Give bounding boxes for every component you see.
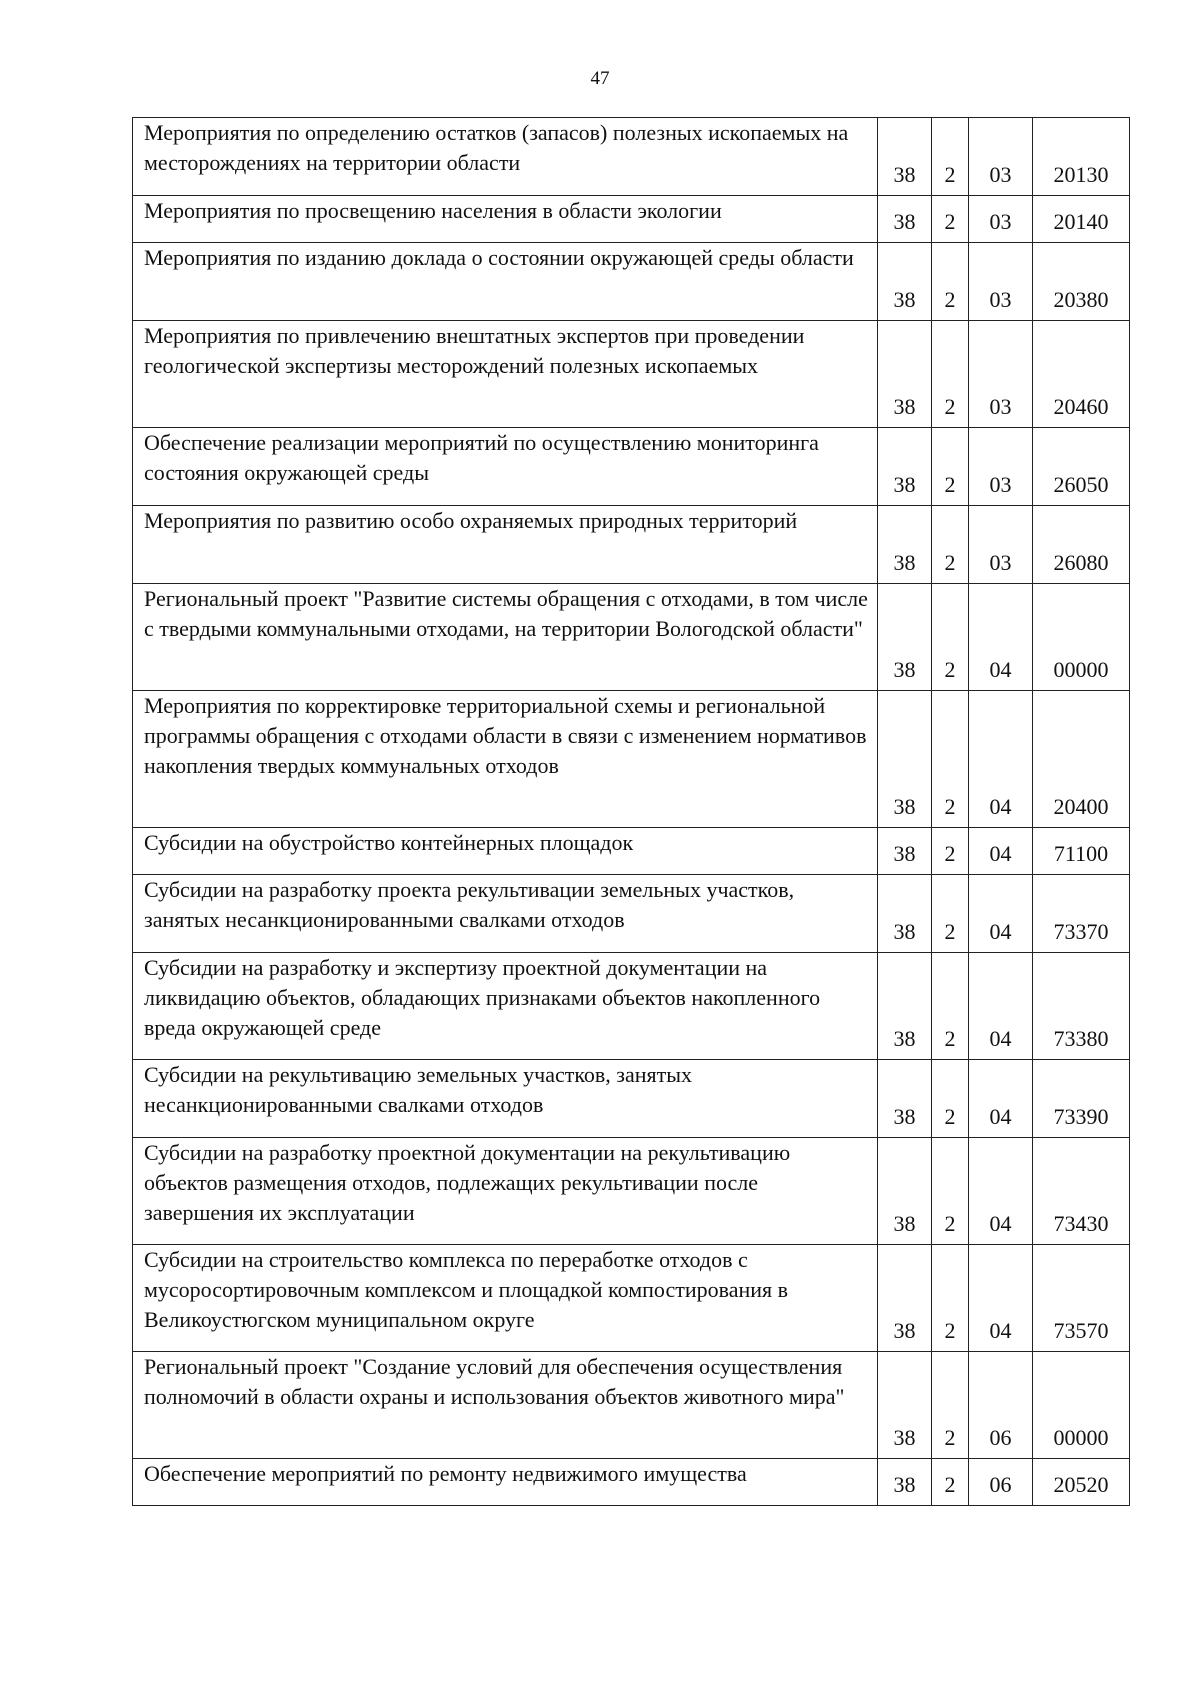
code-direction-cell: 20380 bbox=[1033, 243, 1130, 321]
item-name-cell: Мероприятия по изданию доклада о состоянии окружающей среды области bbox=[133, 243, 878, 321]
table-row bbox=[133, 1245, 1130, 1352]
code-subprogram-cell: 2 bbox=[932, 691, 969, 828]
code-project-cell: 04 bbox=[969, 691, 1033, 828]
code-subprogram-cell: 2 bbox=[932, 1352, 969, 1459]
item-name-cell: Субсидии на строительство комплекса по переработке отходов с мусоросортировочным комплексом и площадкой компостирования в Великоустюгском муниципальном округе bbox=[133, 1245, 878, 1352]
table-row bbox=[133, 1352, 1130, 1459]
code-direction-cell: 26080 bbox=[1033, 506, 1130, 584]
table-row bbox=[133, 321, 1130, 428]
code-program-cell: 38 bbox=[878, 1352, 932, 1459]
code-project-cell: 04 bbox=[969, 1060, 1033, 1138]
code-subprogram-cell: 2 bbox=[932, 953, 969, 1060]
budget-classification-table bbox=[132, 117, 1130, 1506]
code-program-cell: 38 bbox=[878, 1060, 932, 1138]
code-program-cell: 38 bbox=[878, 243, 932, 321]
code-project-cell: 06 bbox=[969, 1352, 1033, 1459]
code-subprogram-cell: 2 bbox=[932, 243, 969, 321]
item-name-cell: Региональный проект "Создание условий для обеспечения осуществления полномочий в области охраны и использования объектов животного мира" bbox=[133, 1352, 878, 1459]
code-program-cell: 38 bbox=[878, 828, 932, 875]
table-row bbox=[133, 1459, 1130, 1506]
code-subprogram-cell: 2 bbox=[932, 428, 969, 506]
item-name-cell: Мероприятия по корректировке территориальной схемы и региональной программы обращения с отходами области в связи с изменением нормативов накопления твердых коммунальных отходов bbox=[133, 691, 878, 828]
code-direction-cell: 20520 bbox=[1033, 1459, 1130, 1506]
code-project-cell: 04 bbox=[969, 953, 1033, 1060]
code-direction-cell: 20140 bbox=[1033, 196, 1130, 243]
code-direction-cell: 73570 bbox=[1033, 1245, 1130, 1352]
code-project-cell: 03 bbox=[969, 506, 1033, 584]
code-program-cell: 38 bbox=[878, 321, 932, 428]
table-row bbox=[133, 1138, 1130, 1245]
item-name-cell: Региональный проект "Развитие системы обращения с отходами, в том числе с твердыми коммунальными отходами, на территории Вологодской области" bbox=[133, 584, 878, 691]
item-name-cell: Мероприятия по привлечению внештатных экспертов при проведении геологической экспертизы месторождений полезных ископаемых bbox=[133, 321, 878, 428]
code-subprogram-cell: 2 bbox=[932, 1138, 969, 1245]
code-subprogram-cell: 2 bbox=[932, 118, 969, 196]
code-direction-cell: 20130 bbox=[1033, 118, 1130, 196]
item-name-cell: Мероприятия по просвещению населения в области экологии bbox=[133, 196, 878, 243]
code-project-cell: 03 bbox=[969, 243, 1033, 321]
table-row bbox=[133, 875, 1130, 953]
code-program-cell: 38 bbox=[878, 1245, 932, 1352]
code-project-cell: 06 bbox=[969, 1459, 1033, 1506]
table-body bbox=[133, 118, 1130, 1506]
code-project-cell: 03 bbox=[969, 196, 1033, 243]
code-program-cell: 38 bbox=[878, 506, 932, 584]
code-direction-cell: 71100 bbox=[1033, 828, 1130, 875]
table-row bbox=[133, 118, 1130, 196]
item-name-cell: Обеспечение реализации мероприятий по осуществлению мониторинга состояния окружающей среды bbox=[133, 428, 878, 506]
code-project-cell: 03 bbox=[969, 321, 1033, 428]
code-direction-cell: 20460 bbox=[1033, 321, 1130, 428]
code-direction-cell: 00000 bbox=[1033, 584, 1130, 691]
code-program-cell: 38 bbox=[878, 118, 932, 196]
code-project-cell: 04 bbox=[969, 1138, 1033, 1245]
code-subprogram-cell: 2 bbox=[932, 1459, 969, 1506]
item-name-cell: Мероприятия по определению остатков (запасов) полезных ископаемых на месторождениях на территории области bbox=[133, 118, 878, 196]
code-program-cell: 38 bbox=[878, 584, 932, 691]
code-program-cell: 38 bbox=[878, 691, 932, 828]
item-name-cell: Субсидии на разработку проектной документации на рекультивацию объектов размещения отходов, подлежащих рекультивации после завершения их эксплуатации bbox=[133, 1138, 878, 1245]
code-program-cell: 38 bbox=[878, 1138, 932, 1245]
code-direction-cell: 00000 bbox=[1033, 1352, 1130, 1459]
code-project-cell: 04 bbox=[969, 828, 1033, 875]
code-project-cell: 03 bbox=[969, 428, 1033, 506]
code-subprogram-cell: 2 bbox=[932, 875, 969, 953]
table-row bbox=[133, 691, 1130, 828]
code-subprogram-cell: 2 bbox=[932, 196, 969, 243]
code-direction-cell: 26050 bbox=[1033, 428, 1130, 506]
code-subprogram-cell: 2 bbox=[932, 584, 969, 691]
table-row bbox=[133, 828, 1130, 875]
table-row bbox=[133, 243, 1130, 321]
code-direction-cell: 73370 bbox=[1033, 875, 1130, 953]
code-project-cell: 04 bbox=[969, 1245, 1033, 1352]
code-project-cell: 04 bbox=[969, 875, 1033, 953]
code-subprogram-cell: 2 bbox=[932, 828, 969, 875]
code-subprogram-cell: 2 bbox=[932, 1060, 969, 1138]
table-row bbox=[133, 196, 1130, 243]
code-project-cell: 03 bbox=[969, 118, 1033, 196]
table-row bbox=[133, 506, 1130, 584]
table-row bbox=[133, 953, 1130, 1060]
page-number: 47 bbox=[590, 68, 610, 89]
table-row bbox=[133, 584, 1130, 691]
code-subprogram-cell: 2 bbox=[932, 506, 969, 584]
code-direction-cell: 20400 bbox=[1033, 691, 1130, 828]
table-row bbox=[133, 1060, 1130, 1138]
code-project-cell: 04 bbox=[969, 584, 1033, 691]
item-name-cell: Субсидии на обустройство контейнерных площадок bbox=[133, 828, 878, 875]
code-direction-cell: 73390 bbox=[1033, 1060, 1130, 1138]
item-name-cell: Субсидии на рекультивацию земельных участков, занятых несанкционированными свалками отходов bbox=[133, 1060, 878, 1138]
code-subprogram-cell: 2 bbox=[932, 321, 969, 428]
code-direction-cell: 73430 bbox=[1033, 1138, 1130, 1245]
item-name-cell: Обеспечение мероприятий по ремонту недвижимого имущества bbox=[133, 1459, 878, 1506]
item-name-cell: Субсидии на разработку и экспертизу проектной документации на ликвидацию объектов, обладающих признаками объектов накопленного вреда окружающей среде bbox=[133, 953, 878, 1060]
code-subprogram-cell: 2 bbox=[932, 1245, 969, 1352]
code-program-cell: 38 bbox=[878, 428, 932, 506]
code-program-cell: 38 bbox=[878, 1459, 932, 1506]
code-program-cell: 38 bbox=[878, 196, 932, 243]
item-name-cell: Мероприятия по развитию особо охраняемых природных территорий bbox=[133, 506, 878, 584]
code-direction-cell: 73380 bbox=[1033, 953, 1130, 1060]
table-row bbox=[133, 428, 1130, 506]
item-name-cell: Субсидии на разработку проекта рекультивации земельных участков, занятых несанкционированными свалками отходов bbox=[133, 875, 878, 953]
code-program-cell: 38 bbox=[878, 953, 932, 1060]
code-program-cell: 38 bbox=[878, 875, 932, 953]
